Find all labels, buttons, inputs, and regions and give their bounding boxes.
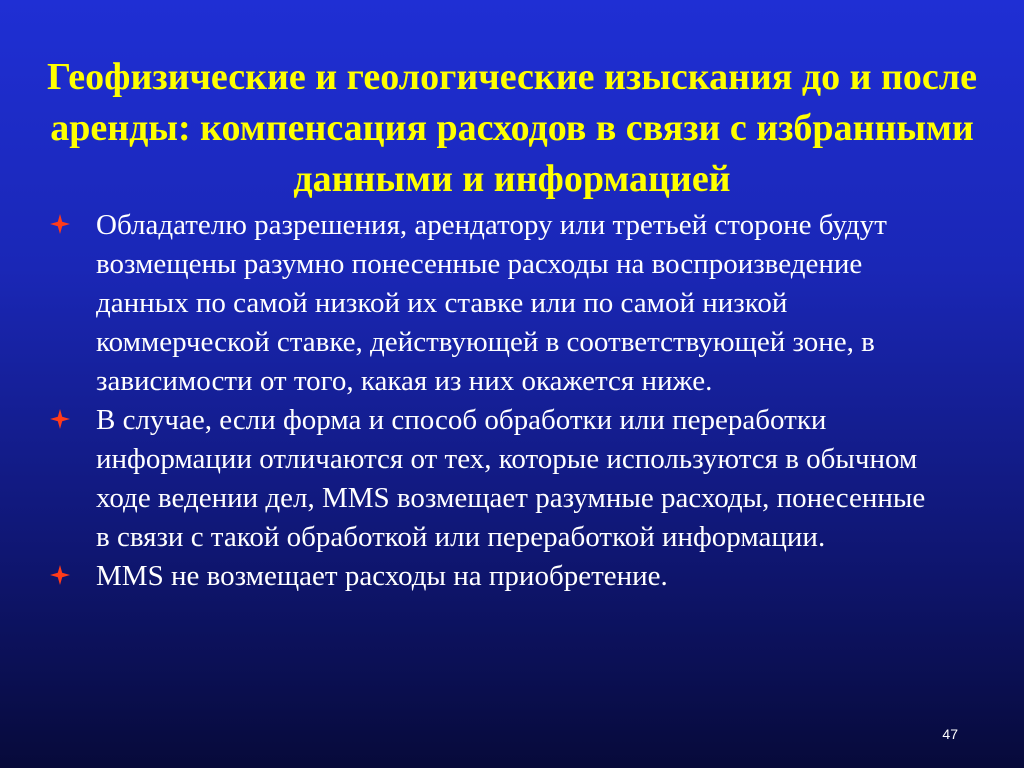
bullet-item <box>50 557 950 599</box>
bullet-text: MMS не возмещает расходы на приобретение. <box>96 560 668 592</box>
page-number: 47 <box>942 726 958 742</box>
bullet-item <box>50 401 950 557</box>
bullet-text: Обладателю разрешения, арендатору или третьей стороне будут возмещены разумно понесенные расходы на воспроизведение данных по самой низкой их ставке или по самой низкой коммерческой ставке, действующей в соответствующей зоне, в зависимости от того, какая из них окажется ниже. <box>96 209 887 397</box>
bullet-list <box>50 206 950 599</box>
bullet-item <box>50 206 950 401</box>
slide-title: Геофизические и геологические изыскания до и после аренды: компенсация расходов в связи с избранными данными и информацией <box>47 56 977 200</box>
four-pointed-star-icon <box>50 401 96 443</box>
bullet-text: В случае, если форма и способ обработки или переработки информации отличаются от тех, которые используются в обычном ходе ведении дел, MMS возмещает разумные расходы, понесенные в связи с такой обработкой или переработкой информации. <box>96 404 926 553</box>
four-pointed-star-icon <box>50 557 96 599</box>
four-pointed-star-icon <box>50 206 96 248</box>
